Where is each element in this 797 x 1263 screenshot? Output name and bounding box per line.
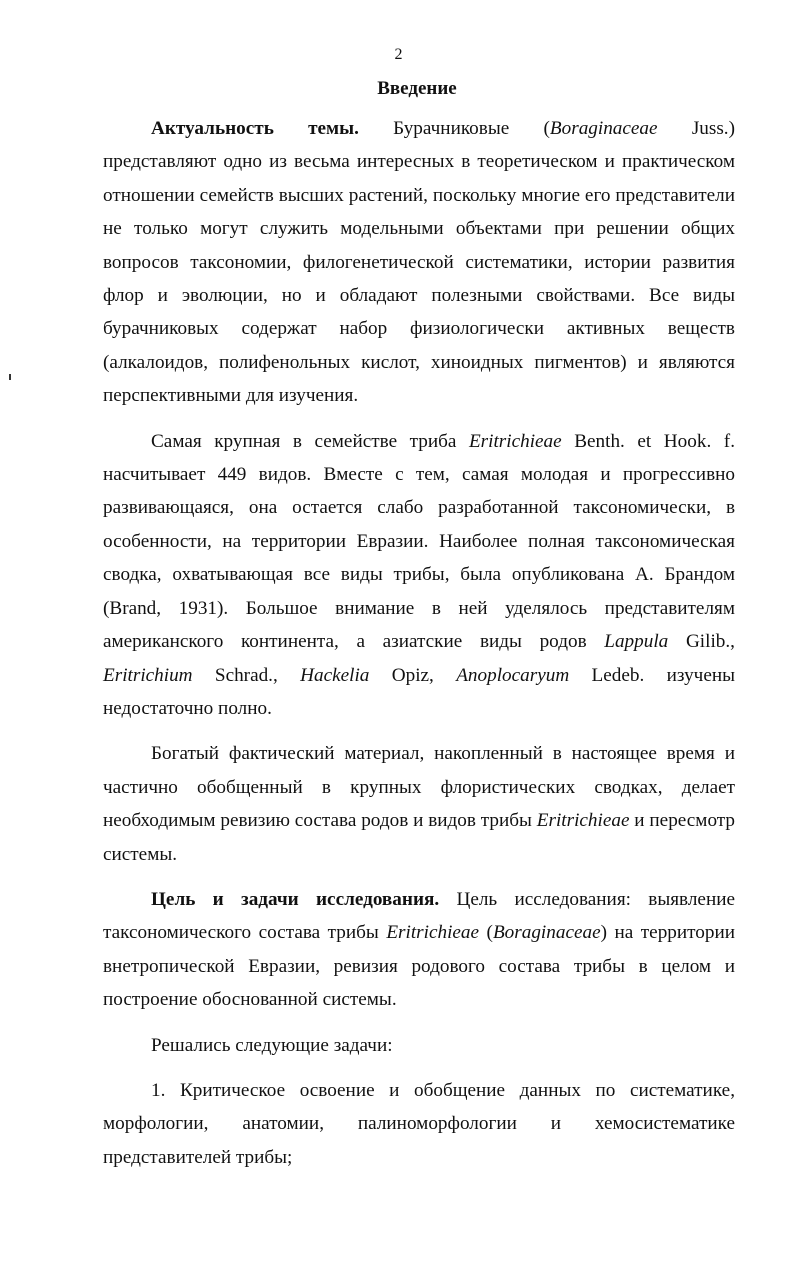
text-run: 1. Критическое освоение и обобщение данных по систематике, морфологии, анатомии, палиноморфологии и хемосистематике представителей трибы; <box>103 1079 735 1168</box>
text-run: и пересмотр системы. <box>103 810 735 865</box>
text-run: Самая крупная в семействе триба <box>151 430 469 452</box>
paragraph-task-1 <box>103 1074 735 1174</box>
section-heading: Введение <box>377 78 457 99</box>
text-run: Gilib., <box>668 631 735 653</box>
text-run: Schrad., <box>192 664 301 686</box>
paragraph-lead: Цель и задачи исследования. <box>151 888 440 910</box>
text-run: ) на территории внетропической Евразии, ревизия родового состава трибы в целом и построение обоснованной системы. <box>103 922 736 1011</box>
latin-name: Lappula <box>604 631 669 653</box>
latin-name: Eritrichieae <box>536 810 630 832</box>
text-run: Juss.) представляют одно из весьма интересных в теоретическом и практическом отношении семейств высших растений, поскольку многие его представители не только могут служить модельными объектами при решении общих вопросов таксономии, филогенетической систематики, истории развития флор и эволюции, но и обладают полезными свойствами. Все виды бурачниковых содержат набор физиологически активных веществ (алкалоидов, полифенольных кислот, хиноидных пигментов) и являются перспективными для изучения. <box>103 118 735 407</box>
latin-name: Boraginaceae <box>549 118 658 139</box>
margin-mark <box>9 374 11 380</box>
text-run: Бурачниковые ( <box>358 118 550 139</box>
page-number: 2 <box>394 46 403 63</box>
text-run: Решались следующие задачи: <box>151 1034 393 1056</box>
latin-name: Eritrichium <box>103 664 193 686</box>
text-run: Benth. et Hook. f. насчитывает 449 видов. Вместе с тем, самая молодая и прогрессивно развивающаяся, она остается слабо разработанной таксономически, в особенности, на территории Евразии. Наиболее полная таксономическая сводка, охватывающая все виды трибы, была опубликована А. Брандом (Brand, 1931). Большое внимание в ней уделялось представителям американского континента, а азиатские виды родов <box>103 430 735 653</box>
paragraph-tasks-intro <box>103 1029 735 1062</box>
paragraph-material <box>103 737 735 871</box>
latin-name: Hackelia <box>300 664 370 686</box>
paragraph-lead: Актуальность темы. <box>151 118 359 139</box>
body-text <box>103 112 735 1186</box>
text-run: Opiz, <box>369 664 457 686</box>
paragraph-relevance <box>103 112 735 413</box>
latin-name: Boraginaceae <box>492 922 601 944</box>
text-run: Богатый фактический материал, накопленный в настоящее время и частично обобщенный в крупных флористических сводках, делает необходимым ревизию состава родов и видов трибы <box>103 743 735 832</box>
text-run: Цель исследования: выявление таксономического состава трибы <box>103 888 735 944</box>
latin-name: Eritrichieae <box>386 922 480 944</box>
latin-name: Anoplocaryum <box>456 664 570 686</box>
text-run: Ledeb. изучены недостаточно полно. <box>103 664 735 719</box>
text-run: ( <box>479 922 493 944</box>
paragraph-goals <box>103 883 735 1017</box>
paragraph-tribe <box>103 425 735 726</box>
latin-name: Eritrichieae <box>468 430 562 452</box>
